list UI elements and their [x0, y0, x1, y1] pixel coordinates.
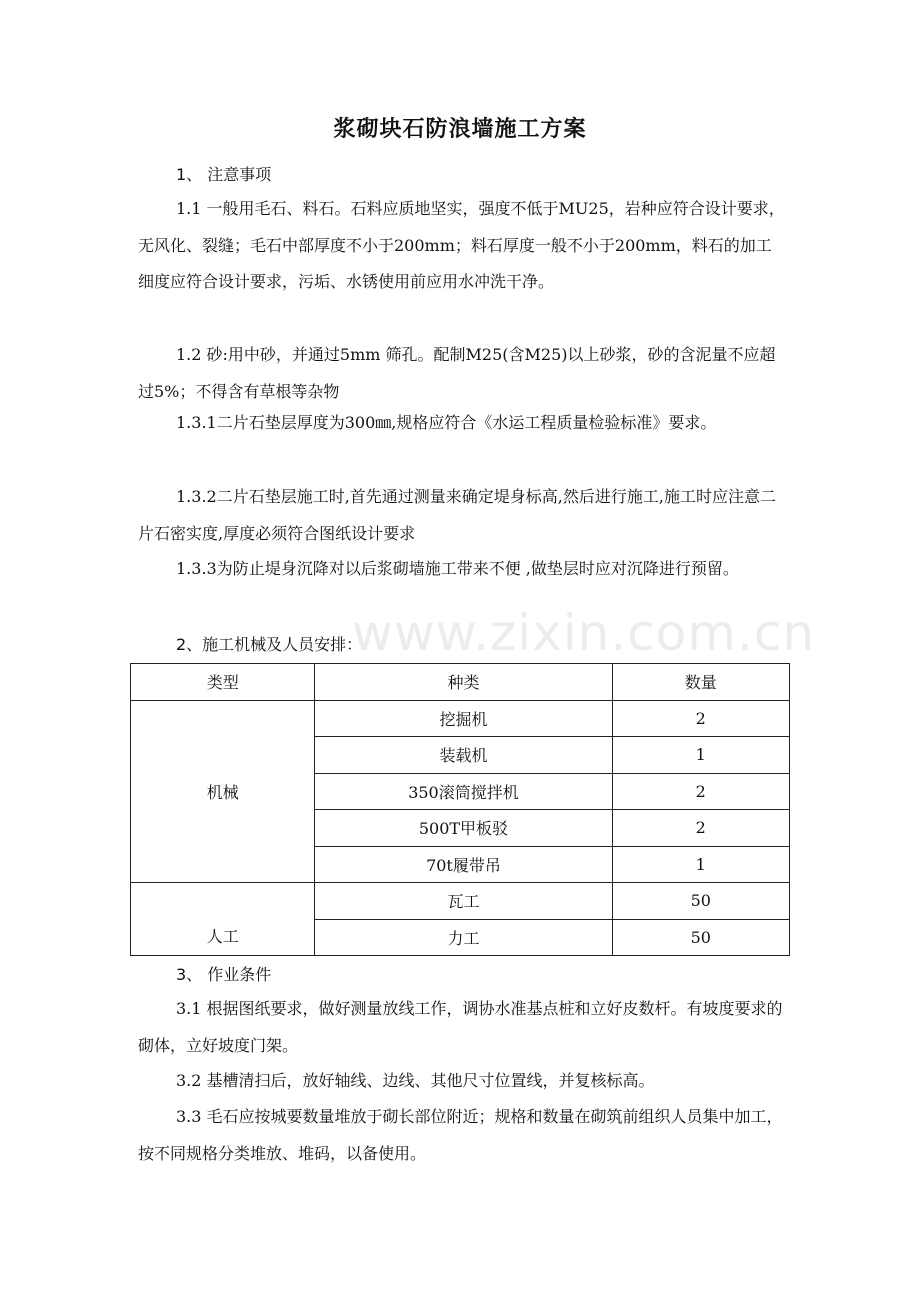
table-row — [131, 700, 790, 737]
paragraph-3-1: 3.1 根据图纸要求，做好测量放线工作，调协水准基点桩和立好皮数杆。有坡度要求的砌体，立好坡度门架。 — [138, 999, 783, 1055]
type-cell-machinery: 机械 — [131, 700, 315, 883]
qty-cell: 2 — [612, 810, 789, 847]
paragraph-3-2: 3.2 基槽清扫后，放好轴线、边线、其他尺寸位置线，并复核标高。 — [176, 1071, 655, 1090]
header-kind: 种类 — [315, 664, 612, 701]
paragraph-1-1: 1.1 一般用毛石、料石。石料应质地坚实，强度不低于MU25，岩种应符合设计要求，无风化、裂缝；毛石中部厚度不小于200mm；料石厚度一般不小于200mm，料石的加工细度应符合设计要求，污垢、水锈使用前应用水冲洗干净。 — [138, 199, 785, 291]
qty-cell: 2 — [612, 700, 789, 737]
qty-cell: 2 — [612, 773, 789, 810]
kind-cell: 70t履带吊 — [315, 846, 612, 883]
paragraph-1-3-3: 1.3.3为防止堤身沉降对以后浆砌墙施工带来不便 ,做垫层时应对沉降进行预留。 — [176, 559, 739, 578]
document-title: 浆砌块石防浪墙施工方案 — [333, 117, 587, 142]
table-header-row — [131, 664, 790, 701]
header-type: 类型 — [131, 664, 315, 701]
section-1-heading: 1、 注意事项 — [176, 165, 272, 184]
header-quantity: 数量 — [612, 664, 789, 701]
kind-cell: 500T甲板驳 — [315, 810, 612, 847]
kind-cell: 挖掘机 — [315, 700, 612, 737]
qty-cell: 50 — [612, 919, 789, 956]
kind-cell: 350滚筒搅拌机 — [315, 773, 612, 810]
paragraph-1-3-2: 1.3.2二片石垫层施工时,首先通过测量来确定堤身标高,然后进行施工,施工时应注意二片石密实度,厚度必须符合图纸设计要求 — [138, 487, 776, 543]
section-3-heading: 3、 作业条件 — [176, 965, 272, 984]
paragraph-1-2: 1.2 砂:用中砂，并通过5mm 筛孔。配制M25(含M25)以上砂浆，砂的含泥量不应超过5%；不得含有草根等杂物 — [138, 345, 776, 401]
type-cell-labor: 人工 — [131, 883, 315, 956]
kind-cell: 装载机 — [315, 737, 612, 774]
section-2-heading: 2、施工机械及人员安排： — [176, 635, 363, 654]
kind-cell: 力工 — [315, 919, 612, 956]
table-row — [131, 883, 790, 920]
qty-cell: 1 — [612, 737, 789, 774]
paragraph-3-3: 3.3 毛石应按城要数量堆放于砌长部位附近；规格和数量在砌筑前组织人员集中加工，按不同规格分类堆放、堆码，以备使用。 — [138, 1107, 783, 1163]
qty-cell: 1 — [612, 846, 789, 883]
watermark: www.zixin.com.cn — [352, 604, 816, 662]
paragraph-1-3-1: 1.3.1二片石垫层厚度为300㎜,规格应符合《水运工程质量检验标准》要求。 — [176, 413, 717, 432]
kind-cell: 瓦工 — [315, 883, 612, 920]
resource-table — [130, 663, 790, 956]
qty-cell: 50 — [612, 883, 789, 920]
